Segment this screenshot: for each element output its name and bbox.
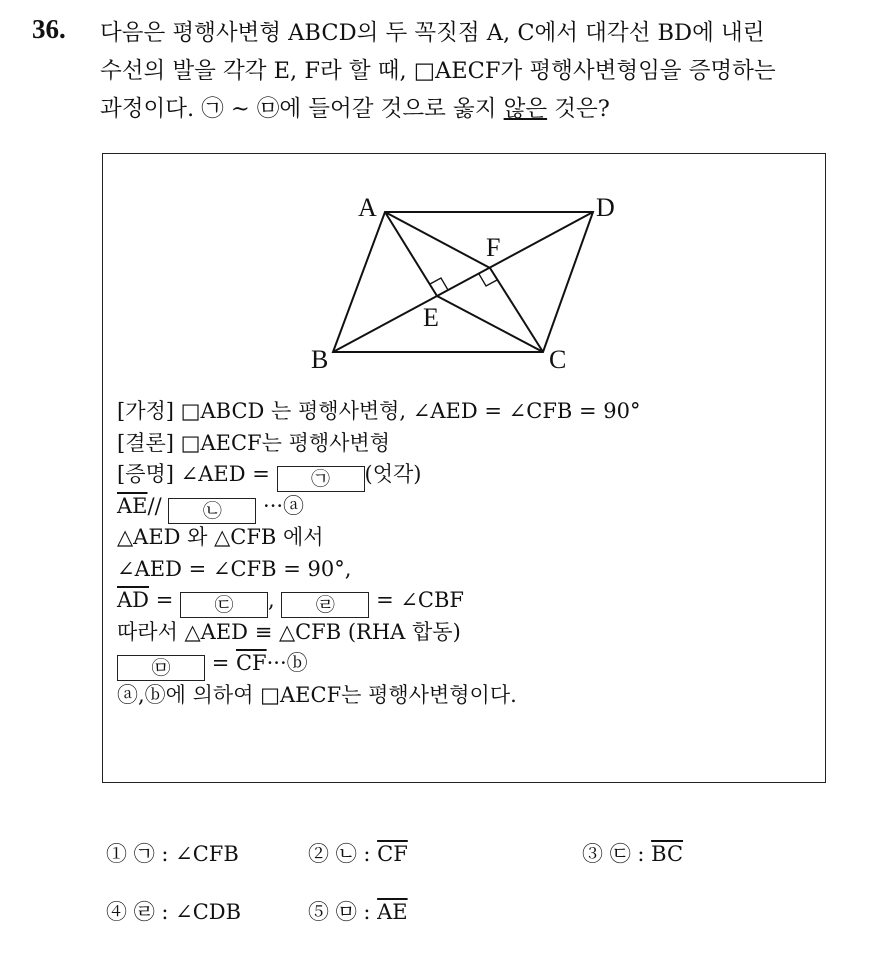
label-f: F <box>486 233 501 262</box>
perpendicular-ae <box>385 212 437 296</box>
label-d: D <box>596 193 615 222</box>
underlined-not: 않은 <box>503 96 548 122</box>
proof-line-3: $\overline{AD}$ = ㉢ , ㉣ = ∠CBF <box>117 588 464 616</box>
triangle-line: △AED 와 △CFB 에서 <box>117 525 324 549</box>
diagonal-bd <box>333 212 593 352</box>
perpendicular-cf <box>490 268 543 352</box>
proof-box <box>102 153 826 783</box>
question-number: 36. <box>32 14 66 44</box>
choice-3[interactable]: ③ ㉢ : $\overline{BC}$ <box>582 842 684 866</box>
segment-ec <box>437 296 543 352</box>
question-text <box>100 14 870 128</box>
proof-text <box>117 396 641 711</box>
proof-line-2: $\overline{AE}//$ ㉡ ···ⓐ <box>117 493 305 522</box>
choice-5[interactable]: ⑤ ㉤ : $\overline{AE}$ <box>308 900 408 924</box>
blank-5: ㉤ <box>117 655 205 681</box>
choice-2[interactable]: ② ㉡ : $\overline{CF}$ <box>308 842 408 866</box>
congruence-line: 따라서 △AED ≡ △CFB (RHA 합동) <box>117 619 461 644</box>
label-a: A <box>358 193 377 222</box>
question-line-1: 다음은 평행사변형 ABCD의 두 꼭짓점 A, C에서 대각선 BD에 내린 <box>100 20 765 46</box>
choice-4[interactable]: ④ ㉣ : ∠CDB <box>106 900 242 924</box>
proof-line-4: ㉤ = $\overline{CF}\cdot\cdot\cdotⓑ$ <box>117 648 641 680</box>
segment-af <box>385 212 490 268</box>
proof-line-1: [증명] ∠AED = ㉠ (엇각) <box>117 462 422 490</box>
blank-3: ㉢ <box>180 592 268 618</box>
blank-4: ㉣ <box>281 592 369 618</box>
label-c: C <box>549 345 567 374</box>
question-line-3-pre: 과정이다. ㉠ ~ ㉤에 들어갈 것으로 옳지 <box>100 96 504 122</box>
label-b: B <box>311 345 329 374</box>
right-angle-line: ∠AED = ∠CFB = 90°, <box>117 556 352 581</box>
blank-1: ㉠ <box>277 466 365 492</box>
hypothesis-line: [가정] □ABCD 는 평행사변형, ∠AED = ∠CFB = 90° <box>117 399 641 423</box>
choice-1[interactable]: ① ㉠ : ∠CFB <box>106 842 239 866</box>
label-e: E <box>423 303 439 332</box>
final-line: ⓐ,ⓑ에 의하여 □AECF는 평행사변형이다. <box>117 682 517 707</box>
question-line-3 <box>100 90 870 128</box>
question-line-3-post: 것은? <box>547 96 610 122</box>
conclusion-line: [결론] □AECF는 평행사변형 <box>117 430 390 455</box>
blank-2: ㉡ <box>168 498 256 524</box>
parallelogram-figure <box>303 172 615 374</box>
question-line-2: 수선의 발을 각각 E, F라 할 때, □AECF가 평행사변형임을 증명하는 <box>100 58 776 84</box>
